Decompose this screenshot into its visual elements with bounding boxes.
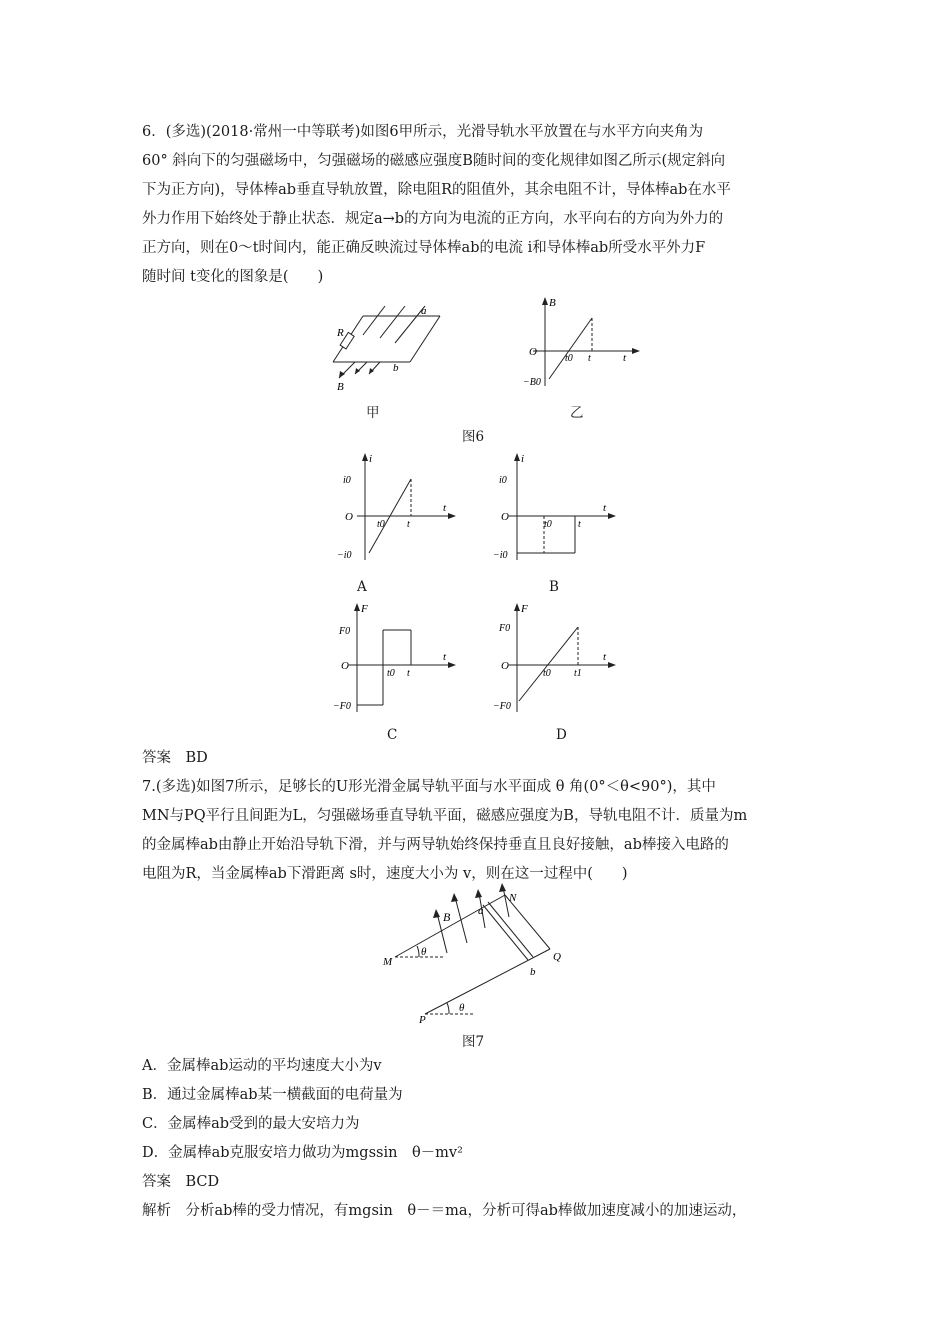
option-b-caption: B (549, 579, 559, 595)
option-c-caption: C (387, 727, 398, 743)
yi-label-t-axis: t (623, 352, 627, 364)
c-label-F: F (361, 603, 368, 615)
figure-7-diagram (375, 883, 575, 1025)
option-d-graph (495, 600, 620, 718)
q6-answer (142, 744, 812, 773)
q7-line-2: MN与PQ平行且间距为L，匀强磁场垂直导轨平面，磁感应强度为B，导轨电阻不计．质量为m (142, 808, 748, 824)
fig7-label-b: b (530, 966, 536, 978)
figure-7-caption: 图7 (462, 1034, 485, 1050)
fig7-label-theta-2: θ (459, 1002, 465, 1014)
option-a-graph (335, 450, 460, 568)
c-label-t: t (407, 668, 410, 679)
figure-6-jia-caption: 甲 (366, 405, 380, 421)
option-c-graph (335, 600, 460, 718)
d-label-t0: t0 (543, 668, 551, 679)
b-label-O: O (501, 511, 509, 523)
label-R: R (337, 327, 344, 339)
fig7-label-Q: Q (553, 951, 561, 963)
fig7-label-N: N (509, 892, 517, 904)
a-label-i: i (369, 453, 373, 465)
q7-option-b: B．通过金属棒ab某一横截面的电荷量为 (142, 1087, 403, 1103)
label-B: B (337, 381, 344, 393)
a-label-i0: i0 (343, 475, 351, 486)
question-7-text (142, 773, 812, 889)
label-b: b (393, 362, 399, 374)
q7-line-3: 的金属棒ab由静止开始沿导轨下滑，并与两导轨始终保持垂直且良好接触，ab棒接入电路的 (142, 837, 729, 853)
d-label-O: O (501, 660, 509, 672)
a-label-O: O (345, 511, 353, 523)
q6-line-1: 6．(多选)(2018·常州一中等联考)如图6甲所示，光滑导轨水平放置在与水平方向夹角为 (142, 124, 704, 140)
q6-answer-text: 答案 BD (142, 750, 208, 766)
a-label-t: t (407, 519, 410, 530)
figure-6-yi-caption: 乙 (570, 405, 584, 421)
d-label-negF0: −F0 (493, 701, 511, 712)
d-label-t-axis: t (603, 651, 607, 663)
b-label-t-axis: t (603, 502, 607, 514)
q6-line-4: 外力作用下始终处于静止状态．规定a→b的方向为电流的正方向，水平向右的方向为外力的 (142, 211, 724, 227)
c-label-t0: t0 (387, 668, 395, 679)
yi-label-t0: t0 (565, 353, 573, 364)
fig7-label-theta-1: θ (421, 946, 427, 958)
q7-option-d: D．金属棒ab克服安培力做功为mgssin θ－mv² (142, 1145, 463, 1161)
c-label-F0: F0 (339, 626, 351, 637)
q7-line-1: 7.(多选)如图7所示，足够长的U形光滑金属导轨平面与水平面成 θ 角(0°＜θ<90°)，其中 (142, 779, 716, 795)
a-label-negi0: −i0 (337, 550, 352, 561)
option-b-graph (495, 450, 620, 568)
a-label-t0: t0 (377, 519, 385, 530)
c-label-t-axis: t (443, 651, 447, 663)
q7-option-c: C．金属棒ab受到的最大安培力为 (142, 1116, 360, 1132)
fig7-label-M: M (383, 956, 393, 968)
option-d-caption: D (556, 727, 567, 743)
figure-6-caption: 图6 (462, 429, 485, 445)
yi-label-O: O (529, 346, 537, 358)
q6-line-2: 60° 斜向下的匀强磁场中，匀强磁场的磁感应强度B随时间的变化规律如图乙所示(规定斜向 (142, 153, 726, 169)
q6-line-5: 正方向，则在0～t时间内，能正确反映流过导体棒ab的电流 i和导体棒ab所受水平外力F (142, 240, 706, 256)
q7-line-4: 电阻为R，当金属棒ab下滑距离 s时，速度大小为 v，则在这一过程中( ) (142, 866, 628, 882)
q7-options (142, 1052, 812, 1226)
b-label-t: t (578, 519, 581, 530)
yi-label-negB0: −B0 (523, 377, 541, 388)
q6-line-6: 随时间 t变化的图象是( ) (142, 269, 324, 285)
d-label-F0: F0 (499, 623, 511, 634)
b-label-negi0: −i0 (493, 550, 508, 561)
d-label-F: F (521, 603, 528, 615)
option-a-caption: A (357, 579, 367, 595)
fig7-label-B: B (443, 910, 451, 924)
b-label-i0: i0 (499, 475, 507, 486)
figure-6-yi-graph (525, 294, 645, 394)
q7-analysis: 解析 分析ab棒的受力情况，有mgsin θ－＝ma，分析可得ab棒做加速度减小的加速运动， (142, 1203, 747, 1219)
label-a: a (421, 305, 427, 317)
yi-label-t: t (588, 353, 591, 364)
q6-line-3: 下为正方向)，导体棒ab垂直导轨放置，除电阻R的阻值外，其余电阻不计，导体棒ab在水平 (142, 182, 731, 198)
d-label-t1: t1 (574, 668, 582, 679)
b-label-i: i (521, 453, 525, 465)
q7-answer: 答案 BCD (142, 1174, 220, 1190)
c-label-O: O (341, 660, 349, 672)
q7-option-a: A．金属棒ab运动的平均速度大小为v (142, 1058, 382, 1074)
question-6-text (142, 118, 812, 292)
a-label-t-axis: t (443, 502, 447, 514)
c-label-negF0: −F0 (333, 701, 351, 712)
b-label-t0: t0 (544, 519, 552, 530)
fig7-label-P: P (419, 1014, 426, 1026)
figure-6-jia-diagram (325, 298, 445, 393)
yi-label-B: B (549, 297, 556, 309)
fig7-label-a: a (478, 905, 484, 917)
